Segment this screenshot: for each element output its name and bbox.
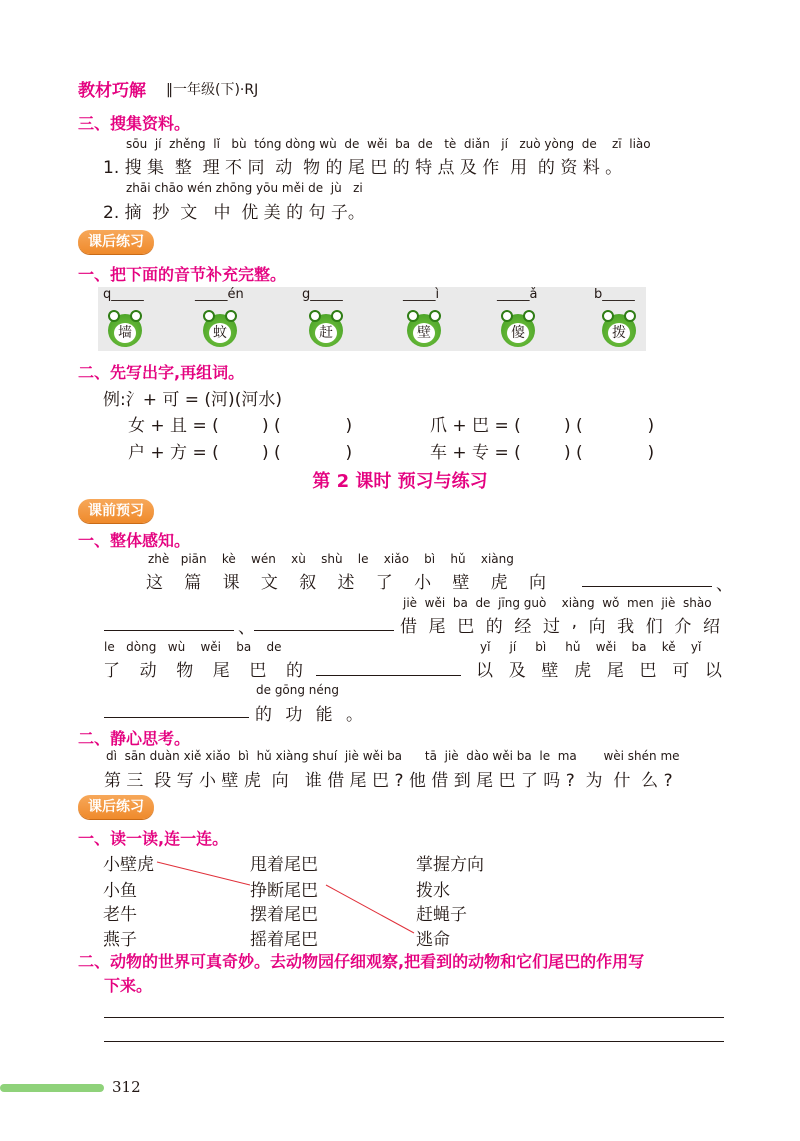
pre-class-badge: 课前预习 (78, 499, 154, 523)
match-action[interactable]: 摇着尾巴 (250, 930, 318, 950)
overview-pinyin-1: zhè piān kè wén xù shù le xiǎo bì hǔ xiàng (148, 552, 514, 566)
overview-char: 巴 (249, 661, 267, 681)
overview-char: 虎 (490, 573, 508, 593)
overview-char: 巴 (457, 617, 475, 637)
match-title: 一、读一读,连一连。 (78, 829, 229, 848)
compose-row-2-right: 车 + 专 = ( ) ( ) (430, 443, 655, 463)
overview-char: 叙 (299, 573, 317, 593)
match-purpose[interactable]: 赶蝇子 (416, 905, 467, 925)
item2-text: 2. 摘 抄 文 中 优 美 的 句 子。 (103, 203, 365, 223)
overview-char: 绍 (702, 617, 720, 637)
overview-char: 尾 (606, 661, 624, 681)
overview-char: 向 (528, 573, 546, 593)
overview-char: 文 (260, 573, 278, 593)
overview-char: 尾 (428, 617, 446, 637)
overview-char: 我 (617, 617, 635, 637)
overview-char: 介 (674, 617, 692, 637)
match-purpose[interactable]: 掌握方向 (416, 855, 484, 875)
match-purpose[interactable]: 逃命 (416, 930, 450, 950)
observe-title-line-2: 下来。 (104, 976, 153, 995)
overview-char: 及 (508, 661, 526, 681)
overview-char: 述 (337, 573, 355, 593)
match-animal[interactable]: 小鱼 (103, 881, 137, 901)
frog-char: 傻 (507, 323, 529, 343)
item2-pinyin: zhāi chāo wén zhōng yōu měi de jù zi (126, 181, 363, 195)
after-class-badge: 课后练习 (78, 795, 154, 819)
syllable-blank: _____ì (403, 287, 440, 302)
frog-char: 墙 (114, 323, 136, 343)
syllable-blank: b_____ (594, 287, 635, 302)
overview-char: 这 (146, 573, 163, 593)
overview-char: 可 (672, 661, 690, 681)
observe-title-line-1: 二、动物的世界可真奇妙。去动物园仔细观察,把看到的动物和它们尾巴的作用写 (78, 952, 645, 971)
overview-char: 过 (542, 617, 560, 637)
match-animal[interactable]: 老牛 (103, 905, 137, 925)
overview-char: 的 (485, 617, 503, 637)
overview-char: 的 (255, 705, 272, 725)
match-animal[interactable]: 燕子 (103, 930, 137, 950)
overview-char: 小 (414, 573, 432, 593)
overview-pinyin-2: jiè wěi ba de jīng guò xiàng wǒ men jiè shào (403, 596, 712, 610)
overview-char: 了 (375, 573, 393, 593)
match-purpose[interactable]: 拨水 (416, 881, 450, 901)
overview-title: 一、整体感知。 (78, 531, 191, 550)
match-action[interactable]: 摆着尾巴 (250, 905, 318, 925)
overview-char: 壁 (541, 661, 559, 681)
compose-row-1-left: 女 + 且 = ( ) ( ) (128, 416, 353, 436)
overview-char: 功 (285, 705, 303, 725)
syllable-exercise-title: 一、把下面的音节补充完整。 (78, 265, 287, 284)
frog-char: 壁 (413, 323, 435, 343)
reflection-question: 第 三 段 写 小 壁 虎 向 谁 借 尾 巴 ? 他 借 到 尾 巴 了 吗 ? 为 什 么 ? (104, 771, 673, 791)
reflection-pinyin: dì sān duàn xiě xiǎo bì hǔ xiàng shuí jiè wěi ba tā jiè dào wěi ba le ma wèi shén me (106, 749, 680, 763)
overview-pinyin-3b: yǐ jí bì hǔ wěi ba kě yǐ (480, 640, 702, 654)
overview-char: , (571, 612, 577, 632)
page-number: 312 (112, 1078, 141, 1096)
syllable-blank: q_____ (103, 287, 144, 302)
page-footer-bar (0, 1084, 104, 1092)
writing-line[interactable] (104, 1017, 724, 1018)
overview-pinyin-4: de gōng néng (256, 683, 340, 697)
overview-char: 以 (476, 661, 493, 681)
overview-char: 向 (588, 617, 606, 637)
overview-char: 动 (139, 661, 157, 681)
match-line (326, 885, 414, 933)
syllable-blank: _____én (195, 287, 244, 302)
overview-char: 尾 (212, 661, 230, 681)
syllable-blank: _____ǎ (497, 287, 538, 302)
overview-char: 。 (345, 705, 363, 725)
match-action[interactable]: 甩着尾巴 (250, 855, 318, 875)
overview-char: 以 (704, 661, 722, 681)
overview-char: 壁 (452, 573, 470, 593)
lesson-title: 第 2 课时 预习与练习 (312, 471, 488, 492)
overview-separator: 、 (238, 618, 255, 638)
overview-char: 物 (176, 661, 194, 681)
overview-char: 经 (514, 617, 532, 637)
writing-line[interactable] (104, 1041, 724, 1042)
overview-char: 课 (222, 573, 240, 593)
book-brand: 教材巧解 (78, 81, 146, 101)
item1-pinyin: sōu jí zhěng lǐ bù tóng dòng wù de wěi ba de tè diǎn jí zuò yòng de zī liào (126, 137, 651, 151)
overview-char: 们 (645, 617, 663, 637)
compose-example: 例:氵+ 可 = (河)(河水) (103, 390, 282, 410)
overview-char: 的 (285, 661, 303, 681)
overview-pinyin-3a: le dòng wù wěi ba de (104, 640, 282, 654)
frog-char: 赶 (315, 323, 337, 343)
overview-char: 能 (315, 705, 333, 725)
syllable-blank: g_____ (302, 287, 343, 302)
match-action[interactable]: 挣断尾巴 (250, 881, 318, 901)
reflection-title: 二、静心思考。 (78, 729, 191, 748)
overview-char: 了 (103, 661, 120, 681)
overview-char: 篇 (184, 573, 202, 593)
section-collect-title: 三、搜集资料。 (78, 114, 191, 133)
frog-char: 蚊 (209, 323, 231, 343)
overview-char: 虎 (574, 661, 592, 681)
item1-text: 1. 搜 集 整 理 不 同 动 物 的 尾 巴 的 特 点 及 作 用 的 资 料 。 (103, 158, 623, 178)
compose-row-1-right: 爪 + 巴 = ( ) ( ) (430, 416, 655, 436)
compose-row-2-left: 户 + 方 = ( ) ( ) (128, 443, 353, 463)
book-grade-label: ‖一年级(下)·RJ (166, 82, 259, 98)
frog-char: 拨 (608, 323, 630, 343)
match-animal[interactable]: 小壁虎 (103, 855, 154, 875)
match-line (157, 862, 250, 885)
after-class-badge: 课后练习 (78, 230, 154, 254)
compose-chars-title: 二、先写出字,再组词。 (78, 363, 245, 382)
overview-char: 借 (400, 617, 417, 637)
overview-separator: 、 (716, 575, 733, 595)
overview-char: 巴 (639, 661, 657, 681)
